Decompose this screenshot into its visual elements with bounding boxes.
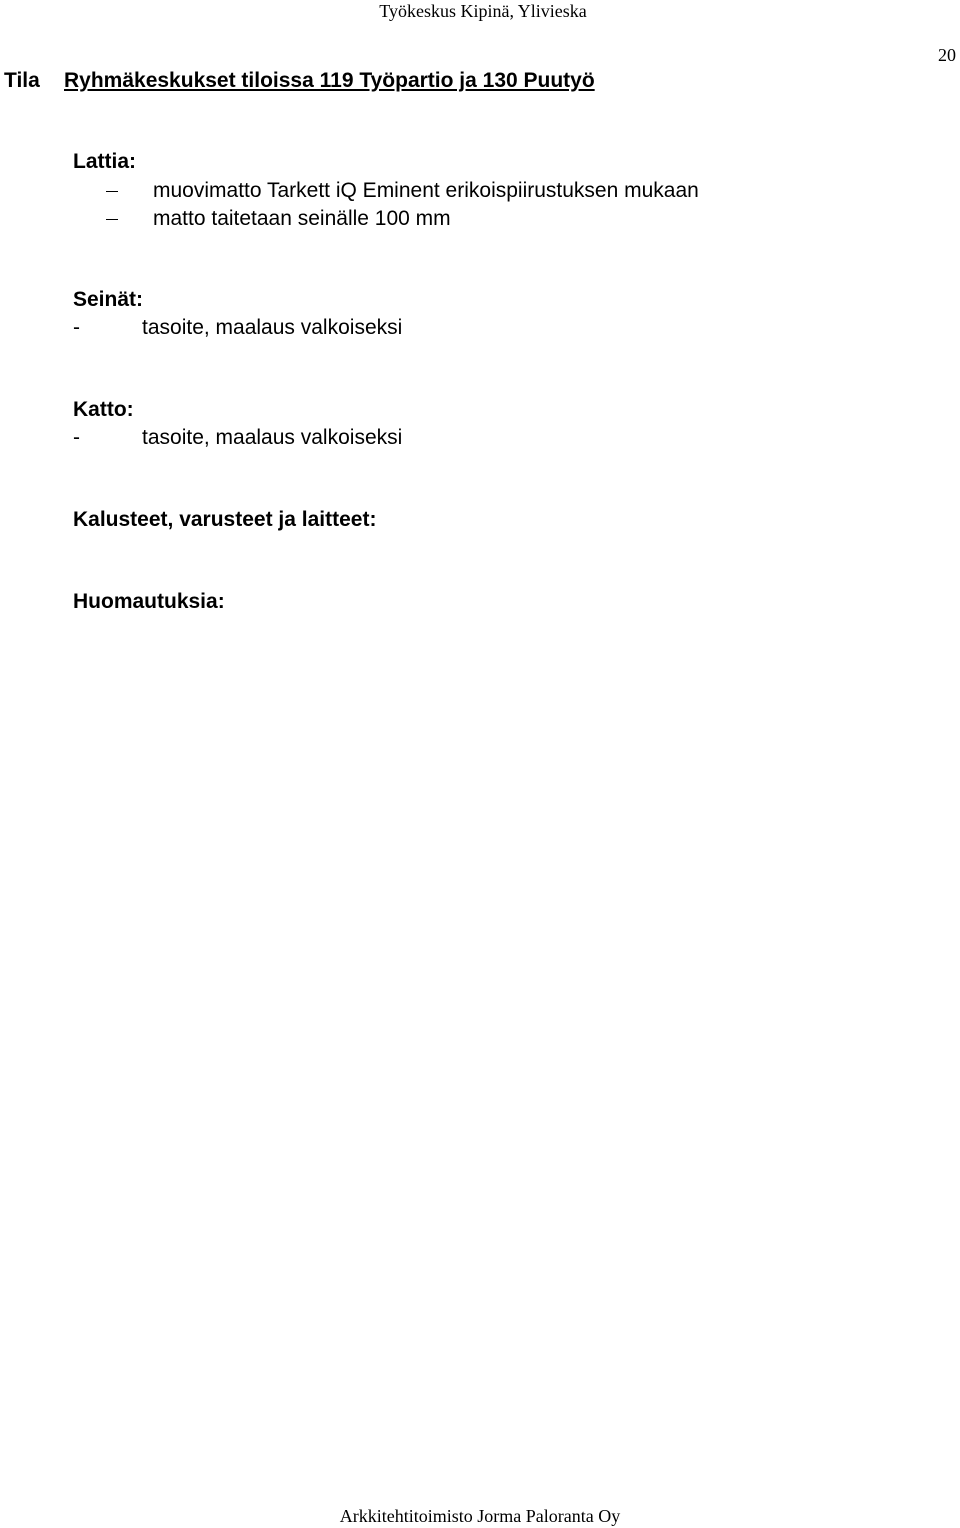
walls-heading: Seinät: bbox=[73, 288, 144, 311]
room-label: Tila bbox=[4, 69, 40, 92]
room-title bbox=[4, 68, 595, 94]
floor-item-1: muovimatto Tarkett iQ Eminent erikoispiirustuksen mukaan bbox=[153, 179, 699, 202]
room-title-text: Ryhmäkeskukset tiloissa 119 Työpartio ja 130 Puutyö bbox=[64, 69, 595, 92]
ceiling-heading: Katto: bbox=[73, 398, 134, 421]
page-number: 20 bbox=[938, 45, 956, 65]
running-header: Työkeskus Kipinä, Ylivieska bbox=[379, 1, 587, 21]
floor-item-2-dash bbox=[106, 219, 118, 220]
floor-item-1-dash bbox=[106, 191, 118, 192]
walls-item-1: tasoite, maalaus valkoiseksi bbox=[142, 316, 403, 339]
ceiling-item-1: tasoite, maalaus valkoiseksi bbox=[142, 426, 403, 449]
walls-item-1-dash: - bbox=[73, 316, 80, 339]
furniture-heading: Kalusteet, varusteet ja laitteet: bbox=[73, 508, 377, 531]
ceiling-item-1-dash: - bbox=[73, 426, 80, 449]
floor-heading: Lattia: bbox=[73, 150, 136, 173]
remarks-heading: Huomautuksia: bbox=[73, 590, 225, 613]
running-footer: Arkkitehtitoimisto Jorma Paloranta Oy bbox=[339, 1506, 621, 1526]
floor-item-2: matto taitetaan seinälle 100 mm bbox=[153, 207, 451, 230]
